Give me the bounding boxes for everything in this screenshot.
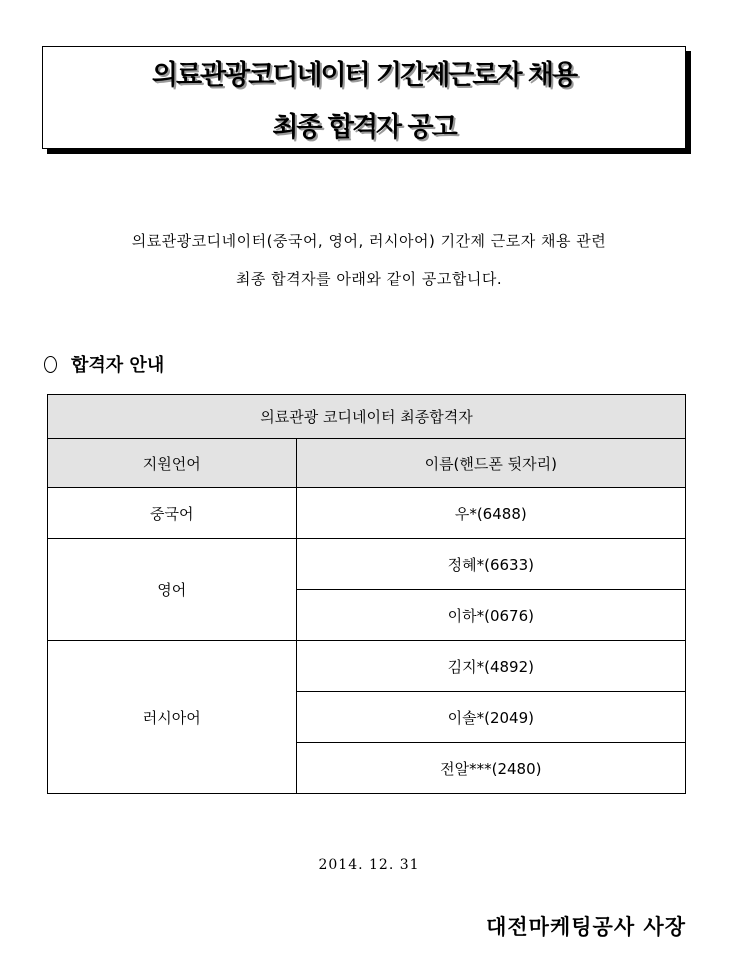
intro-line-1: 의료관광코디네이터(중국어, 영어, 러시아어) 기간제 근로자 채용 관련 [131,232,607,250]
table-header-row [48,439,686,488]
intro-line-2: 최종 합격자를 아래와 같이 공고합니다. [235,270,503,288]
signature: 대전마케팅공사 사장 [486,915,686,939]
title-line-1: 의료관광코디네이터 기간제근로자 채용 [151,60,577,91]
title-line-2: 최종 합격자 공고 [272,112,456,143]
announcement-date: 2014. 12. 31 [318,857,420,873]
table-row [48,539,686,590]
title-box [42,46,686,149]
name-cell: 김지*(4892) [296,641,685,692]
table-caption-row [48,395,686,439]
section-heading-text: 합격자 안내 [71,355,165,376]
circle-icon [44,356,57,373]
column-header-language: 지원언어 [48,439,297,488]
language-cell-english: 영어 [48,539,297,641]
name-cell: 이하*(0676) [296,590,685,641]
column-header-name: 이름(핸드폰 뒷자리) [296,439,685,488]
table-row [48,641,686,692]
language-cell-russian: 러시아어 [48,641,297,794]
name-cell: 정혜*(6633) [296,539,685,590]
section-heading [44,351,164,377]
name-cell: 이솔*(2049) [296,692,685,743]
name-cell: 우*(6488) [296,488,685,539]
language-cell-chinese: 중국어 [48,488,297,539]
result-table [47,394,686,794]
table-caption: 의료관광 코디네이터 최종합격자 [48,395,686,439]
table-row [48,488,686,539]
name-cell: 전알***(2480) [296,743,685,794]
